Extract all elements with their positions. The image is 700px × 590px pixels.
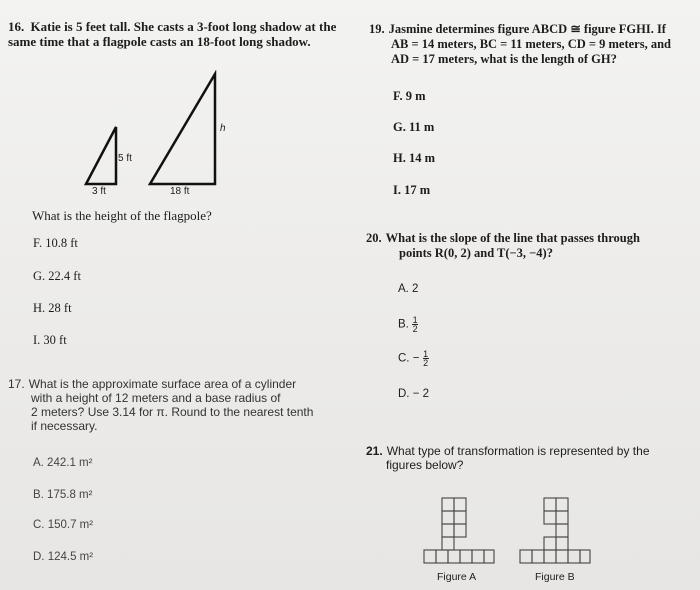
q21-number: 21.	[366, 444, 383, 458]
q17-line4: if necessary.	[31, 419, 98, 433]
q19-choice-g[interactable]: G. 11 m	[393, 120, 435, 134]
q16-choice-g[interactable]: G. 22.4 ft	[33, 269, 81, 283]
katie-height-label: 5 ft	[118, 153, 132, 164]
q17-choice-b[interactable]: B. 175.8 m²	[33, 489, 93, 501]
q16-number: 16.	[8, 19, 25, 34]
q17-text	[8, 377, 313, 433]
figure-b-shape	[520, 498, 590, 563]
q19-line1: Jasmine determines figure ABCD ≅ figure FGHI. If	[388, 22, 666, 36]
q21-text	[366, 444, 650, 472]
q16-prompt: Katie is 5 feet tall. She casts a 3-foot long shadow at the same time that a flagpole casts an 18-foot long shadow.	[8, 19, 337, 49]
q17-line3: 2 meters? Use 3.14 for π. Round to the nearest tenth	[31, 405, 314, 419]
q16-choice-h[interactable]: H. 28 ft	[33, 301, 72, 315]
q17-choice-d[interactable]: D. 124.5 m²	[33, 551, 94, 563]
q17-line1: What is the approximate surface area of a cylinder	[28, 377, 297, 391]
q19-line2: AB = 14 meters, BC = 11 meters, CD = 9 meters, and	[391, 37, 671, 51]
q21-line2: figures below?	[386, 458, 464, 472]
q19-choice-i[interactable]: I. 17 m	[393, 183, 431, 197]
q17-number: 17.	[8, 377, 25, 391]
figure-a-shape	[424, 498, 494, 563]
q17-choice-a[interactable]: A. 242.1 m²	[33, 457, 93, 469]
figure-a-label: Figure A	[437, 571, 477, 583]
flagpole-shadow-label: 18 ft	[170, 186, 190, 197]
flagpole-height-label: h	[220, 123, 226, 134]
katie-triangle	[86, 127, 116, 184]
similar-triangles-figure	[80, 70, 240, 200]
q20-line1: What is the slope of the line that passes through	[385, 231, 640, 245]
q17-line2: with a height of 12 meters and a base radius of	[31, 391, 281, 405]
q19-text	[369, 22, 671, 67]
q19-choice-f[interactable]: F. 9 m	[393, 89, 426, 103]
q19-line3: AD = 17 meters, what is the length of GH?	[391, 52, 617, 66]
q20-choice-d[interactable]: D. − 2	[398, 388, 430, 400]
flagpole-triangle	[150, 74, 215, 184]
q20-choice-b-fraction: $\frac{1}{2}$	[412, 315, 418, 334]
q19-choice-h[interactable]: H. 14 m	[393, 151, 436, 165]
q20-number: 20.	[366, 231, 382, 245]
q20-choice-a[interactable]: A. 2	[398, 283, 419, 295]
q20-text	[366, 231, 640, 261]
q20-choice-b-label: B.	[398, 318, 409, 331]
figure-b-label: Figure B	[535, 571, 575, 583]
q20-choice-c-fraction: $\frac{1}{2}$	[423, 349, 429, 368]
q16-choice-f[interactable]: F. 10.8 ft	[33, 236, 78, 250]
q21-line1: What type of transformation is represented by the	[386, 444, 650, 458]
q19-number: 19.	[369, 22, 385, 36]
katie-shadow-label: 3 ft	[92, 186, 106, 197]
q20-choice-b[interactable]	[398, 316, 418, 333]
q16-choice-i[interactable]: I. 30 ft	[33, 333, 67, 347]
q20-choice-c-label: C. −	[398, 352, 420, 365]
q16-question: What is the height of the flagpole?	[32, 208, 212, 223]
q20-choice-c[interactable]	[398, 350, 429, 367]
q20-line2: points R(0, 2) and T(−3, −4)?	[399, 246, 553, 260]
q17-choice-c[interactable]: C. 150.7 m²	[33, 519, 94, 531]
transformation-figures	[418, 492, 598, 572]
q16-text	[8, 19, 338, 49]
